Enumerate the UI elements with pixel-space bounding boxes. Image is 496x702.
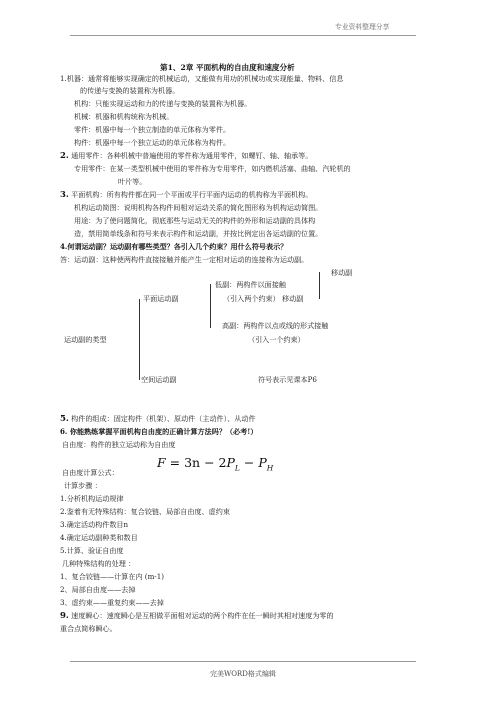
diagram-label: 高副：两构件以点或线的形式接触	[222, 321, 329, 330]
text-line: 1.机器：通常将能够实现确定的机械运动，又能做有用功的机械功或实现能量、物料、信息	[60, 74, 344, 83]
text-line: 构件：机器中每一个独立运动的单元体称为构件。	[74, 138, 231, 147]
text-line: 答：运动副：这种使两构件直接接触并能产生一定相对运动的连接称为运动副。	[60, 255, 309, 264]
diagram-label: 空间运动副	[141, 375, 177, 384]
text-line: 几种特殊结构的处理 ：	[62, 559, 136, 568]
diagram-label: 运动副的类型	[64, 335, 107, 344]
footer-rule	[70, 661, 416, 662]
bracket-line	[210, 284, 211, 328]
item-number: 9.	[60, 611, 69, 621]
question-heading: 6. 你能熟练掌握平面机构自由度的正确计算方法吗？（必考!）	[60, 427, 258, 436]
diagram-label: （引入一个约束）	[248, 335, 305, 344]
item-number: 5.	[60, 414, 69, 424]
text-line: 2. 通用零件：各种机械中普遍使用的零件称为通用零件，如螺钉、轴、轴承等。	[60, 151, 313, 161]
item-number: 2.	[60, 151, 69, 161]
diagram-label: 移动副	[331, 268, 353, 277]
text-line: 5.计算、验证自由度	[60, 546, 124, 555]
page-footer: 完美WORD格式编辑	[210, 670, 276, 678]
text-line: 3.确定活动构件数目n	[60, 520, 129, 529]
diagram-label: 平面运动副	[143, 294, 179, 303]
text-line: 计算步骤 ：	[64, 481, 102, 490]
text-line: 4.确定运动副种类和数目	[60, 533, 138, 542]
text-line: 机械：机器和机构统称为机械。	[74, 112, 174, 121]
header-rule	[70, 35, 416, 36]
text-line: 自由度：构件的独立运动称为自由度	[62, 440, 176, 449]
text-line: 1、复合铰链——计算在内 (m-1)	[60, 572, 164, 581]
text-line: 3、虚约束——重复约束——去掉	[60, 598, 164, 607]
text-line: 用途：为了使问题简化，彻底那些与运动无关的构件的外形和运动副的具体构	[74, 216, 316, 225]
bracket-line	[139, 299, 140, 380]
text-line: 自由度计算公式：	[62, 468, 119, 477]
text-line: 1.分析机构运动规律	[60, 494, 124, 503]
text-line: 2.鉴着有无特殊结构：复合铰链、局部自由度、虚约束	[60, 507, 230, 516]
text-line: 的传递与变换的装置称为机器。	[80, 86, 180, 95]
dof-formula: $F = 3n - 2P_L - P_H$	[157, 455, 274, 473]
diagram-label: 低副：两构件以面接触	[215, 280, 286, 289]
text-line: 机构运动简图：说明机构各构件间相对运动关系的简化图形称为机构运动简图。	[74, 203, 323, 212]
diagram-label: （引入两个约束） 移动副	[223, 294, 304, 303]
chapter-title: 第1、2章 平面机构的自由度和速度分析	[160, 63, 295, 72]
text-line: 专用零件：在某一类型机械中使用的零件称为专用零件，如内燃机活塞、曲轴、汽轮机的	[74, 164, 351, 173]
text-line: 造，禁用简单线条和符号来表示构件和运动副，并按比例定出各运动副的位置。	[74, 229, 323, 238]
page-header: 专业资料整理分享	[335, 23, 390, 31]
question-heading: 4.何谓运动副？运动副有哪些类型？各引入几个约束？用什么符号表示？	[60, 242, 288, 251]
text-line: 2、局部自由度——去掉	[60, 585, 136, 594]
text-line: 机构：只能实现运动和力的传递与变换的装置称为机器。	[74, 99, 252, 108]
text-line: 零件：机器中每一个独立制造的单元体称为零件。	[74, 125, 231, 134]
bracket-line	[319, 272, 320, 299]
text-line: 叶片等。	[118, 177, 147, 186]
diagram-label: 符号表示见课本P6	[258, 375, 317, 384]
text-line: 5. 构件的组成：固定构件（机架）、原动件（主动件）、从动件	[60, 414, 256, 424]
text-line: 9. 速度瞬心：速度瞬心是互相做平面相对运动的两个构件在任一瞬时其相对速度为零的	[60, 611, 334, 621]
text-line: 3. 平面机构：所有构件都在同一个平面或平行平面内运动的机构称为平面机构。	[60, 190, 313, 200]
item-number: 3.	[60, 190, 69, 200]
text-line: 重合点简称瞬心。	[60, 624, 117, 633]
